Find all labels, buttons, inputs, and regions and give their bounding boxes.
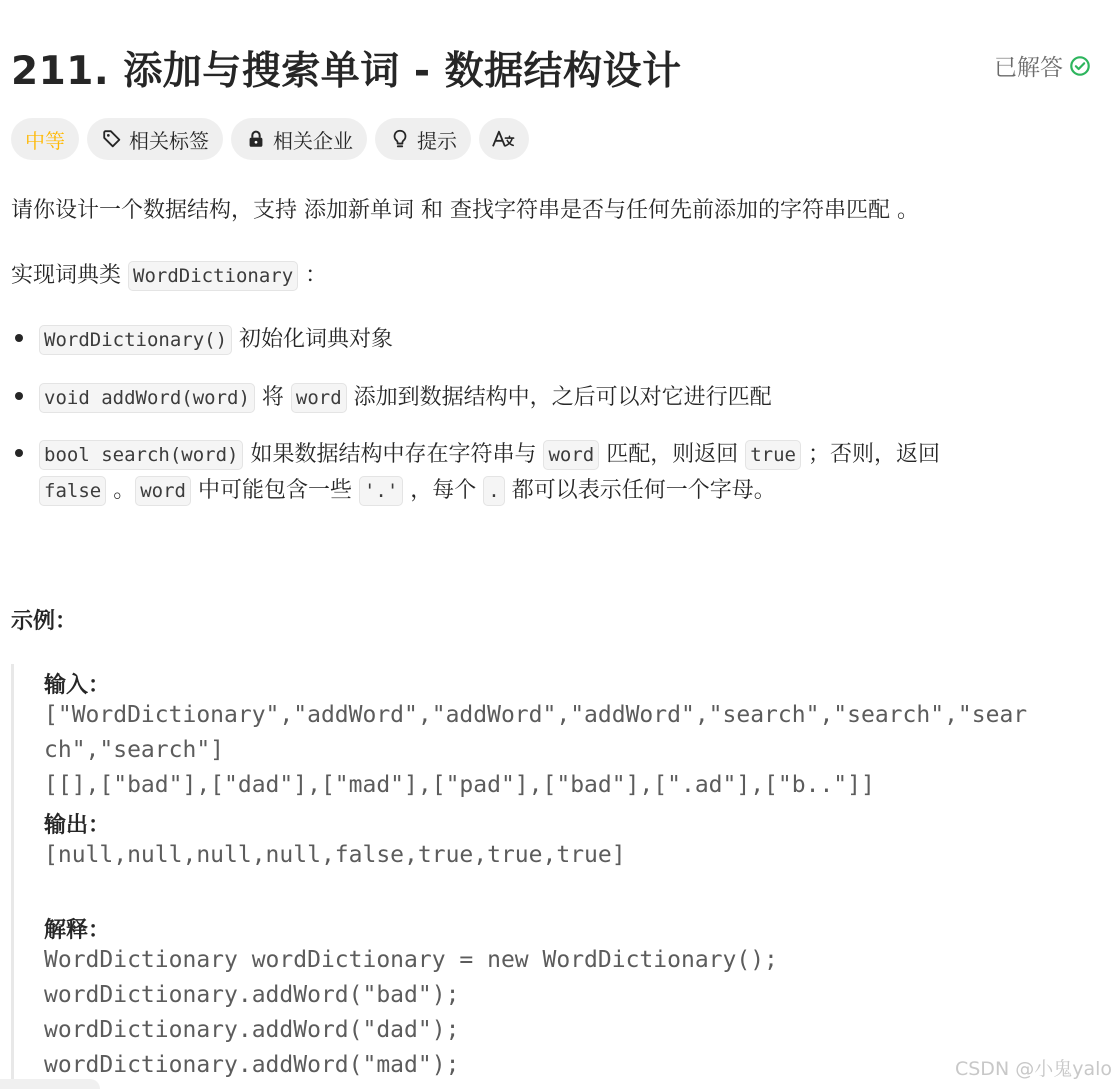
list-item xyxy=(11,437,1101,509)
bullet-mid: 将 xyxy=(254,385,291,410)
explain-line: WordDictionary wordDictionary = new WordDictionary(); xyxy=(44,947,778,973)
bullet-mid: 都可以表示任何一个字母。 xyxy=(504,478,776,503)
solved-label: 已解答 xyxy=(994,55,1063,81)
hint-chip[interactable] xyxy=(375,118,471,160)
impl-suffix: ： xyxy=(298,263,328,288)
param-code: word xyxy=(135,476,191,506)
scroll-edge xyxy=(0,1079,100,1089)
bullet-dot xyxy=(15,449,23,457)
bullet-mid: 中可能包含一些 xyxy=(190,478,359,503)
tag-icon xyxy=(101,128,123,150)
tags-label: 相关标签 xyxy=(129,128,209,153)
bullet-text-line1 xyxy=(39,437,940,468)
bullet-mid: 。 xyxy=(106,478,136,503)
lightbulb-icon xyxy=(389,128,411,150)
bullet-mid: 如果数据结构中存在字符串与 xyxy=(243,442,544,467)
input-line: [[],["bad"],["dad"],["mad"],["pad"],["bad"],[".ad"],["b.."]] xyxy=(44,772,875,798)
false-code: false xyxy=(39,476,106,506)
output-line: [null,null,null,null,false,true,true,true] xyxy=(44,842,626,868)
input-label: 输入： xyxy=(44,673,111,698)
watermark: CSDN @小鬼yalo xyxy=(954,1058,1112,1080)
difficulty-chip[interactable] xyxy=(11,118,79,160)
list-item xyxy=(11,380,1101,416)
param-code: word xyxy=(543,440,599,470)
difficulty-label: 中等 xyxy=(25,128,65,153)
solved-status[interactable] xyxy=(994,49,1091,82)
dot-code: . xyxy=(483,476,504,506)
hint-label: 提示 xyxy=(417,128,457,153)
output-label: 输出： xyxy=(44,813,111,838)
class-name-code: WordDictionary xyxy=(128,261,298,291)
method-code: void addWord(word) xyxy=(39,383,255,413)
problem-intro: 请你设计一个数据结构，支持 添加新单词 和 查找字符串是否与任何先前添加的字符串匹配 。 xyxy=(11,198,919,223)
example-block xyxy=(11,664,1104,1089)
companies-label: 相关企业 xyxy=(273,128,353,153)
bullet-dot xyxy=(15,334,23,342)
bullet-mid: ；否则，返回 xyxy=(801,442,940,467)
bullet-desc: 初始化词典对象 xyxy=(232,327,394,352)
explain-line: wordDictionary.addWord("dad"); xyxy=(44,1017,460,1043)
problem-title: 211. 添加与搜索单词 - 数据结构设计 xyxy=(11,49,682,94)
example-title: 示例： xyxy=(11,609,78,634)
companies-chip[interactable] xyxy=(231,118,367,160)
method-code: WordDictionary() xyxy=(39,325,232,355)
explain-label: 解释： xyxy=(44,918,111,943)
dot-char-code: '.' xyxy=(359,476,403,506)
param-code: word xyxy=(291,383,347,413)
bullet-text-line2 xyxy=(39,473,776,504)
problem-header xyxy=(11,36,1105,92)
explain-line: wordDictionary.addWord("mad"); xyxy=(44,1052,460,1078)
bullet-text xyxy=(39,322,393,353)
bullet-mid: 匹配，则返回 xyxy=(599,442,746,467)
bullet-text xyxy=(39,380,772,411)
impl-line xyxy=(11,258,327,289)
list-item xyxy=(11,322,1101,358)
bullet-mid: ，每个 xyxy=(403,478,484,503)
chip-bar xyxy=(11,118,529,160)
input-line: ["WordDictionary","addWord","addWord","addWord","search","search","sear xyxy=(44,702,1028,728)
translate-chip[interactable] xyxy=(479,118,529,160)
input-line: ch","search"] xyxy=(44,737,225,763)
lock-icon xyxy=(245,128,267,150)
explain-line: wordDictionary.addWord("bad"); xyxy=(44,982,460,1008)
bullet-desc: 添加到数据结构中，之后可以对它进行匹配 xyxy=(346,385,772,410)
impl-prefix: 实现词典类 xyxy=(11,263,128,288)
translate-icon xyxy=(491,128,517,150)
tags-chip[interactable] xyxy=(87,118,223,160)
method-code: bool search(word) xyxy=(39,440,243,470)
true-code: true xyxy=(745,440,801,470)
bullet-dot xyxy=(15,392,23,400)
check-circle-icon xyxy=(1069,55,1091,77)
